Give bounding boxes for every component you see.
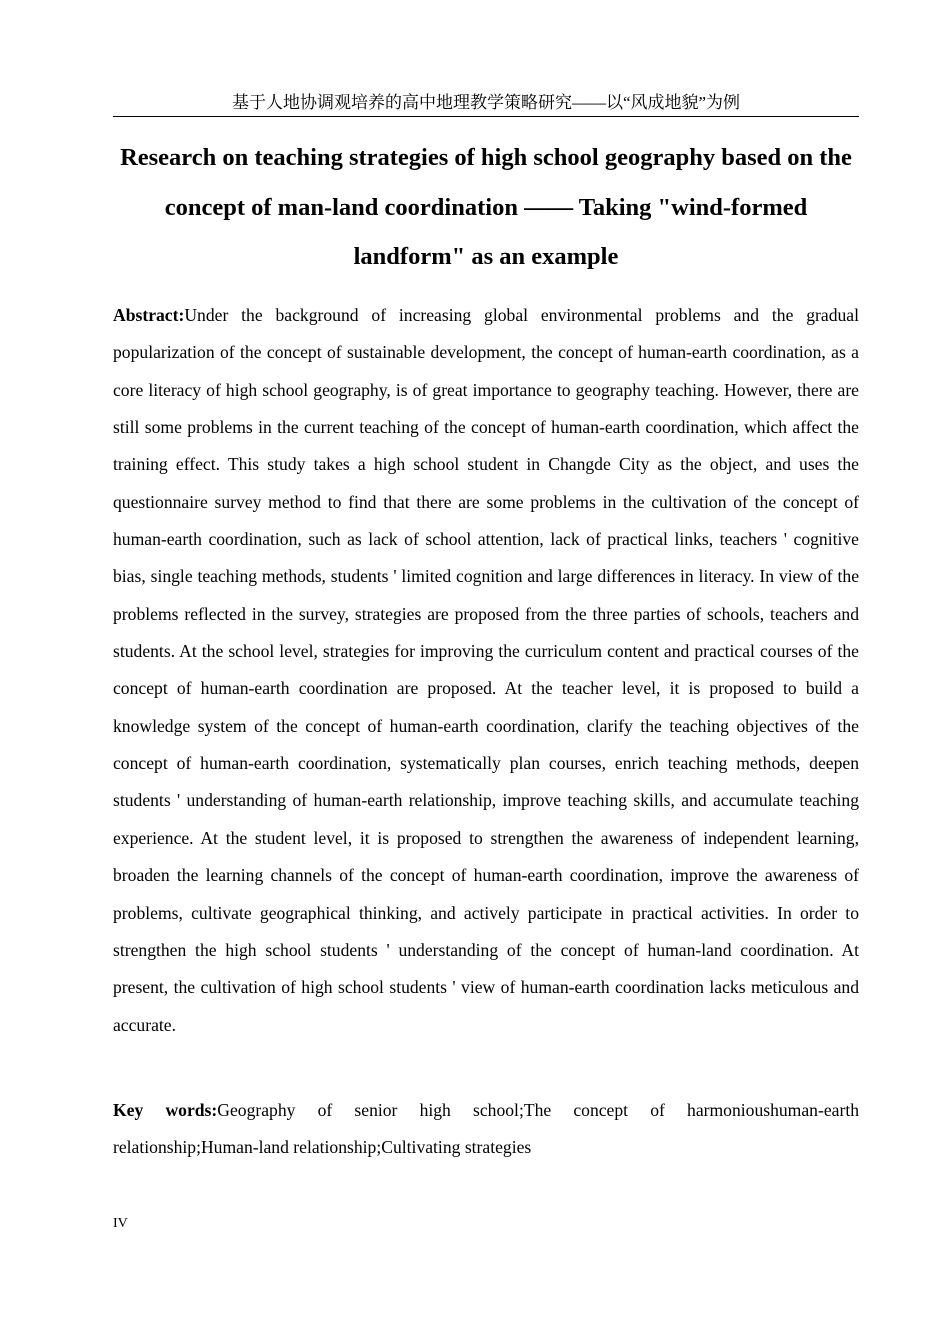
abstract-label: Abstract:: [113, 305, 185, 325]
keywords-paragraph: [113, 1092, 859, 1167]
keywords-label: Key words:: [113, 1100, 218, 1120]
running-header: 基于人地协调观培养的高中地理教学策略研究——以“风成地貌”为例: [113, 92, 859, 117]
page-number: IV: [113, 1216, 128, 1231]
keywords-text: Geography of senior high school;The concept of harmonioushuman-earth relationship;Human-land relationship;Cultivating strategies: [113, 1100, 859, 1158]
abstract-text: Under the background of increasing global environmental problems and the gradual popularization of the concept of sustainable development, the concept of human-earth coordination, as a core literacy of high school geography, is of great importance to geography teaching. However, there are still some problems in the current teaching of the concept of human-earth coordination, which affect the training effect. This study takes a high school student in Changde City as the object, and uses the questionnaire survey method to find that there are some problems in the cultivation of the concept of human-earth coordination, such as lack of school attention, lack of practical links, teachers ' cognitive bias, single teaching methods, students ' limited cognition and large differences in literacy. In view of the problems reflected in the survey, strategies are proposed from the three parties of schools, teachers and students. At the school level, strategies for improving the curriculum content and practical courses of the concept of human-earth coordination are proposed. At the teacher level, it is proposed to build a knowledge system of the concept of human-earth coordination, clarify the teaching objectives of the concept of human-earth coordination, systematically plan courses, enrich teaching methods, deepen students ' understanding of human-earth relationship, improve teaching skills, and accumulate teaching experience. At the student level, it is proposed to strengthen the awareness of independent learning, broaden the learning channels of the concept of human-earth coordination, improve the awareness of problems, cultivate geographical thinking, and actively participate in practical activities. In order to strengthen the high school students ' understanding of the concept of human-land coordination. At present, the cultivation of high school students ' view of human-earth coordination lacks meticulous and accurate.: [113, 305, 859, 1035]
abstract-paragraph: [113, 297, 859, 1044]
paper-title: Research on teaching strategies of high school geography based on the concept of man-land coordination —— Taking "wind-formed landform" as an example: [120, 144, 852, 270]
